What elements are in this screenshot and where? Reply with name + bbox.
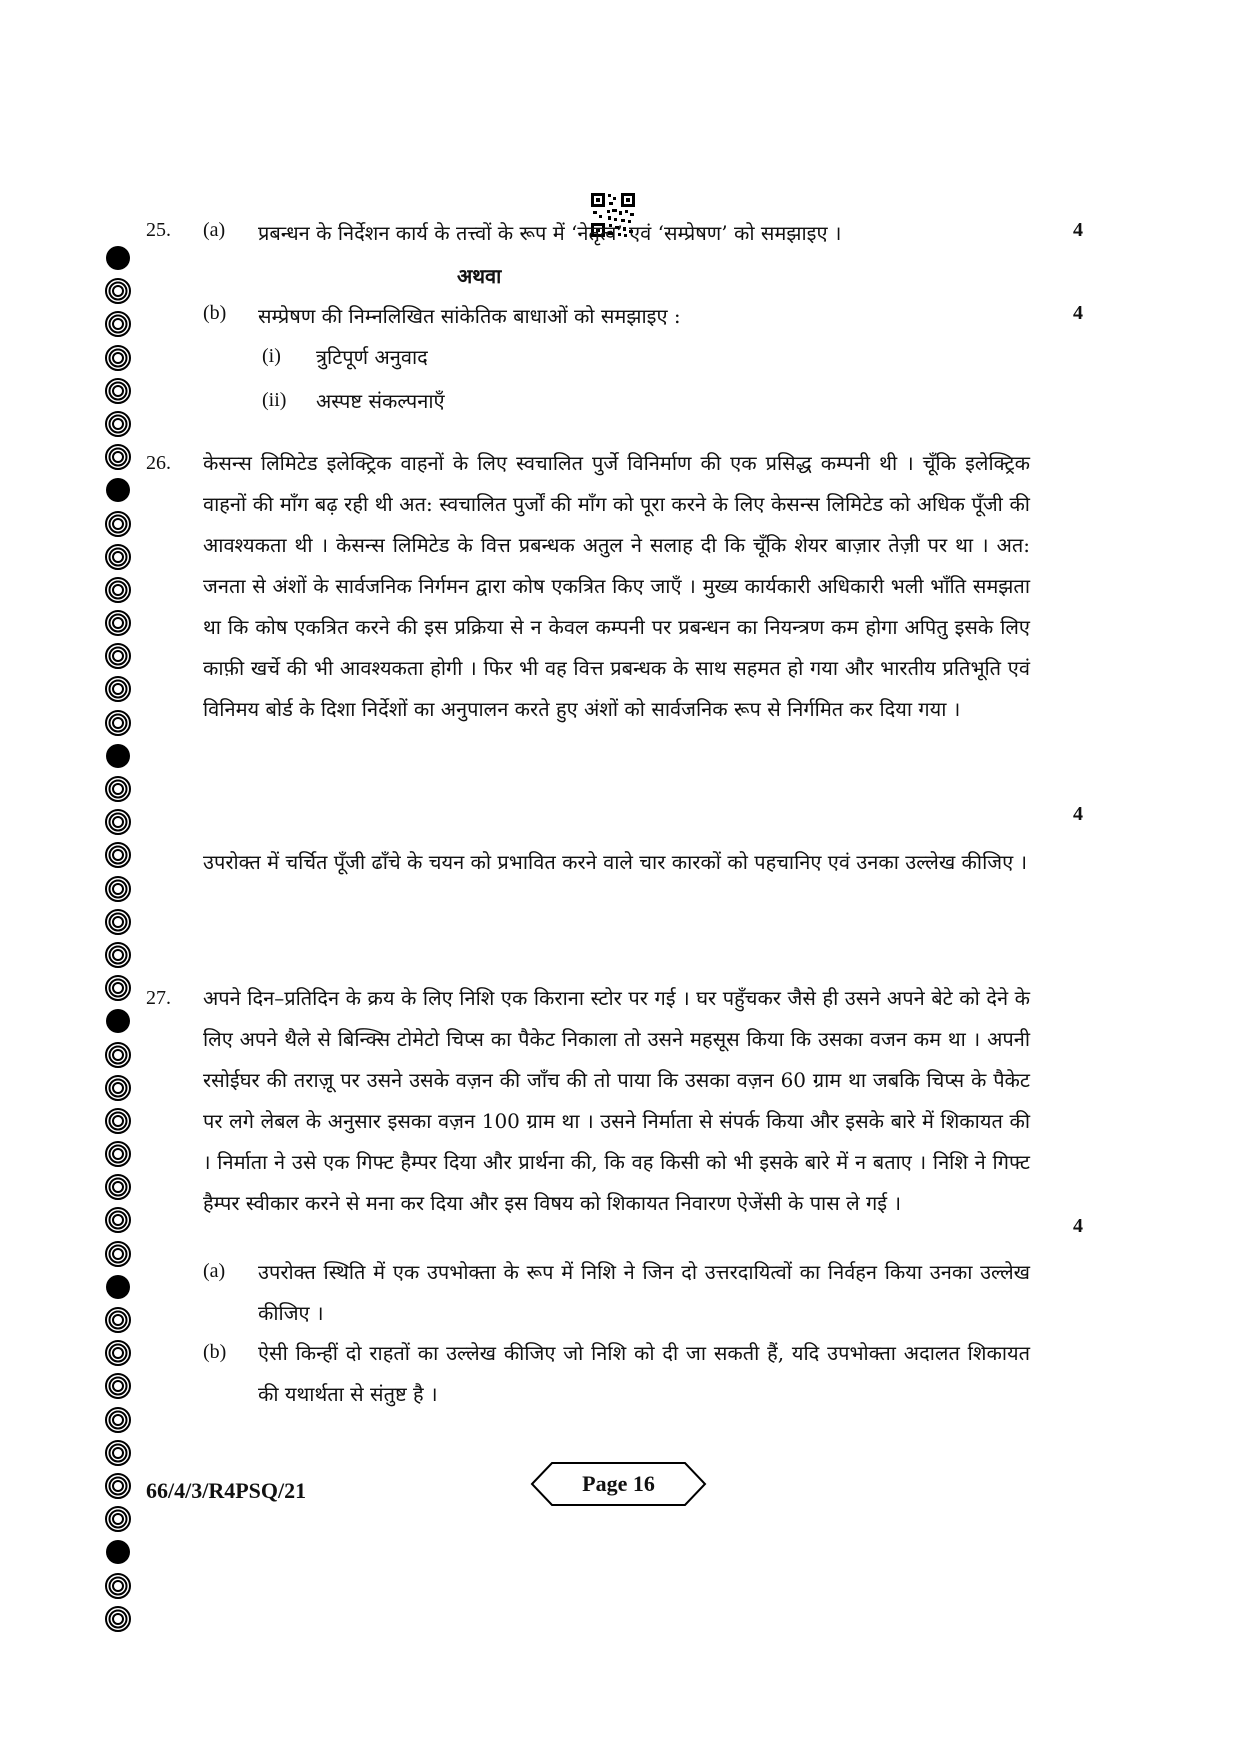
margin-ring-column [104, 244, 140, 1494]
bullseye-ring-icon [104, 875, 132, 903]
question-number-26: 26. [146, 452, 171, 474]
bullseye-ring-icon [104, 642, 132, 670]
bullseye-ring-icon [104, 1074, 132, 1102]
bullseye-ring-icon [104, 1041, 132, 1069]
bullseye-ring-icon [104, 1140, 132, 1168]
filled-ring-icon [104, 476, 132, 504]
question-number-25: 25. [146, 219, 171, 241]
bullseye-ring-icon [104, 1505, 132, 1533]
bullseye-ring-icon [104, 410, 132, 438]
q25-part-b-marks: 4 [1073, 302, 1083, 324]
q25-sub-ii-text: अस्पष्ट संकल्पनाएँ [316, 389, 445, 413]
question-number-27: 27. [146, 987, 171, 1009]
bullseye-ring-icon [104, 344, 132, 372]
q25-sub-i-label: (i) [262, 345, 281, 367]
bullseye-ring-icon [104, 709, 132, 737]
bullseye-ring-icon [104, 510, 132, 538]
q26-question: उपरोक्त में चर्चित पूँजी ढाँचे के चयन को प्रभावित करने वाले चार कारकों को पहचानिए एवं उनका उल्लेख कीजिए । [203, 850, 1028, 874]
bullseye-ring-icon [104, 1306, 132, 1334]
bullseye-ring-icon [104, 841, 132, 869]
filled-ring-icon [104, 1273, 132, 1301]
bullseye-ring-icon [104, 675, 132, 703]
q25-part-b-text: सम्प्रेषण की निम्नलिखित सांकेतिक बाधाओं को समझाइए : [258, 304, 681, 328]
bullseye-ring-icon [104, 974, 132, 1002]
bullseye-ring-icon [104, 377, 132, 405]
bullseye-ring-icon [104, 941, 132, 969]
q25-sub-i-text: त्रुटिपूर्ण अनुवाद [316, 345, 428, 369]
q25-part-a-label: (a) [203, 219, 226, 241]
bullseye-ring-icon [104, 1107, 132, 1135]
q27-part-b-label: (b) [203, 1341, 227, 1363]
q27-marks: 4 [1073, 1215, 1083, 1237]
page-number: Page 16 [582, 1471, 655, 1496]
bullseye-ring-icon [104, 609, 132, 637]
bullseye-ring-icon [104, 775, 132, 803]
bullseye-ring-icon [104, 576, 132, 604]
bullseye-ring-icon [104, 543, 132, 571]
bullseye-ring-icon [104, 1439, 132, 1467]
q27-part-b-text: ऐसी किन्हीं दो राहतों का उल्लेख कीजिए जो निशि को दी जा सकती हैं, यदि उपभोक्ता अदालत शिकायत की यथार्थता से संतुष्ट है । [258, 1341, 1030, 1406]
q26-marks: 4 [1073, 803, 1083, 825]
bullseye-ring-icon [104, 908, 132, 936]
filled-ring-icon [104, 742, 132, 770]
bullseye-ring-icon [104, 1240, 132, 1268]
filled-ring-icon [104, 244, 132, 272]
paper-code: 66/4/3/R4PSQ/21 [146, 1478, 307, 1503]
q25-part-a-text: प्रबन्धन के निर्देशन कार्य के तत्त्वों के रूप में ‘नेतृत्व’ एवं ‘सम्प्रेषण’ को समझाइए । [258, 221, 842, 245]
bullseye-ring-icon [104, 808, 132, 836]
q25-part-a-marks: 4 [1073, 219, 1083, 241]
q26-passage: केसन्स लिमिटेड इलेक्ट्रिक वाहनों के लिए स्वचालित पुर्जे विनिर्माण की एक प्रसिद्ध कम्पनी थी । चूँकि इलेक्ट्रिक वाहनों की माँग बढ़ रही थी अत: स्वचालित पुर्जों की माँग को पूरा करने के लिए केसन्स लिमिटेड को अधिक पूँजी की आवश्यकता थी । केसन्स लिमिटेड के वित्त प्रबन्धक अतुल ने सलाह दी कि चूँकि शेयर बाज़ार तेज़ी पर था । अत: जनता से अंशों के सार्वजनिक निर्गमन द्वारा कोष एकत्रित किए जाएँ । मुख्य कार्यकारी अधिकारी भली भाँति समझता था कि कोष एकत्रित करने की इस प्रक्रिया से न केवल कम्पनी पर प्रबन्धन का नियन्त्रण कम होगा अपितु इसके लिए काफ़ी खर्चे की भी आवश्यकता होगी । फिर भी वह वित्त प्रबन्धक के साथ सहमत हो गया और भारतीय प्रतिभूति एवं विनिमय बोर्ड के दिशा निर्देशों का अनुपालन करते हुए अंशों को सार्वजनिक रूप से निर्गमित कर दिया गया । [203, 451, 1030, 721]
bullseye-ring-icon [104, 443, 132, 471]
bullseye-ring-icon [104, 1206, 132, 1234]
filled-ring-icon [104, 1007, 132, 1035]
q27-part-a-label: (a) [203, 1260, 226, 1282]
bullseye-ring-icon [104, 310, 132, 338]
q25-part-b-label: (b) [203, 302, 227, 324]
bullseye-ring-icon [104, 1339, 132, 1367]
bullseye-ring-icon [104, 1605, 132, 1633]
bullseye-ring-icon [104, 1372, 132, 1400]
bullseye-ring-icon [104, 1472, 132, 1500]
q27-part-a-text: उपरोक्त स्थिति में एक उपभोक्ता के रूप में निशि ने जिन दो उत्तरदायित्वों का निर्वहन किया उनका उल्लेख कीजिए । [258, 1260, 1030, 1325]
q27-passage: अपने दिन–प्रतिदिन के क्रय के लिए निशि एक किराना स्टोर पर गई । घर पहुँचकर जैसे ही उसने अपने बेटे को देने के लिए अपने थैले से बिन्क्सि टोमेटो चिप्स का पैकेट निकाला तो उसने महसूस किया कि उसका वजन कम था । अपनी रसोईघर की तराज़ू पर उसने उसके वज़न की जाँच की तो पाया कि उसका वज़न 60 ग्राम था जबकि चिप्स के पैकेट पर लगे लेबल के अनुसार इसका वज़न 100 ग्राम था । उसने निर्माता से संपर्क किया और इसके बारे में शिकायत की । निर्माता ने उसे एक गिफ्ट हैम्पर दिया और प्रार्थना की, कि वह किसी को भी इसके बारे में न बताए । निशि ने गिफ्ट हैम्पर स्वीकार करने से मना कर दिया और इस विषय को शिकायत निवारण ऐजेंसी के पास ले गई । [203, 986, 1030, 1215]
q25-or-heading: अथवा [457, 264, 502, 288]
bullseye-ring-icon [104, 1406, 132, 1434]
q25-sub-ii-label: (ii) [262, 389, 287, 411]
bullseye-ring-icon [104, 1572, 132, 1600]
bullseye-ring-icon [104, 277, 132, 305]
filled-ring-icon [104, 1538, 132, 1566]
bullseye-ring-icon [104, 1173, 132, 1201]
